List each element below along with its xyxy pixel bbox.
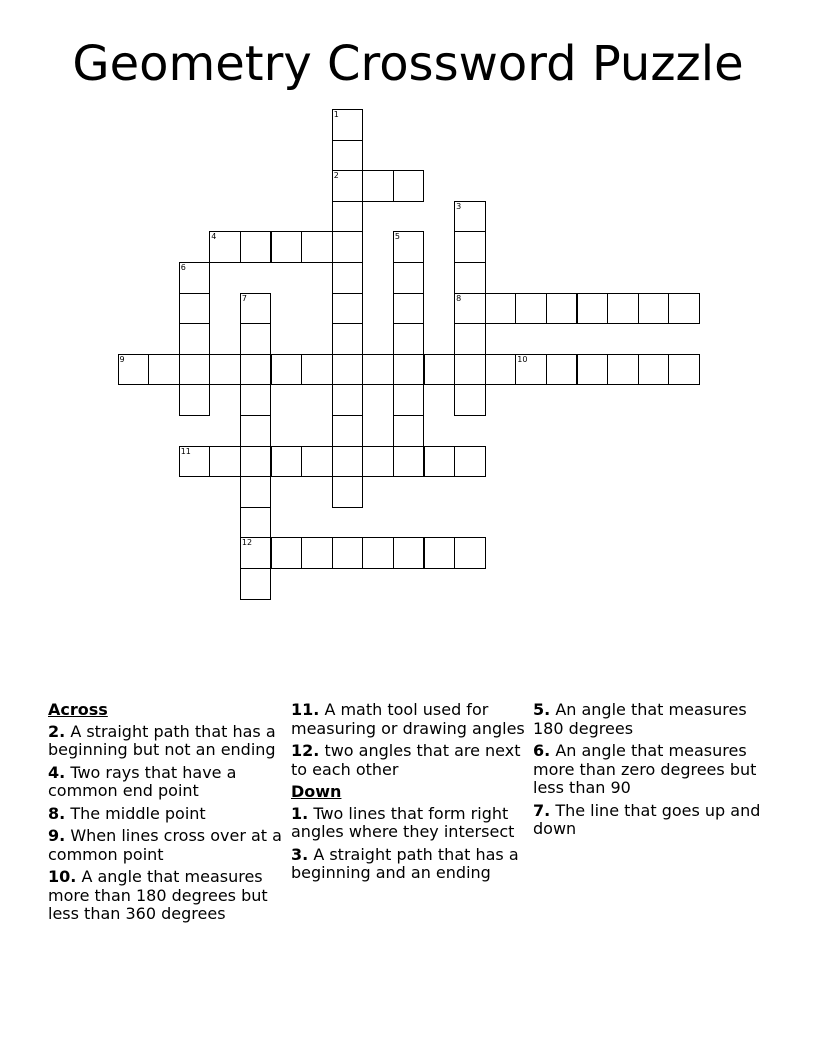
grid-cell[interactable] [393,323,425,355]
clue-text: A straight path that has a beginning and an ending [291,844,519,882]
clue-num: 1. [291,803,309,823]
grid-cell[interactable] [668,293,700,325]
clue-num: 5. [533,700,551,719]
grid-cell[interactable] [638,354,670,386]
clue-number: 2 [333,171,339,181]
grid-cell[interactable] [271,537,303,569]
clues-column-2 [291,701,527,887]
grid-cell[interactable] [240,323,272,355]
grid-cell[interactable] [362,170,394,202]
clue-text: The middle point [70,803,206,823]
clue-number: 6 [180,263,186,272]
clue-number: 11 [180,446,191,456]
clue-num: 4. [48,762,66,782]
grid-cell[interactable] [668,354,700,386]
grid-cell[interactable] [240,568,272,600]
grid-cell[interactable] [577,293,609,325]
grid-cell[interactable] [209,354,241,386]
grid-cell[interactable] [301,354,333,386]
clue-text: A angle that measures more than 180 degrees but less than 360 degrees [48,867,268,923]
clue-number: 3 [456,201,462,211]
clue-number: 12 [241,538,253,548]
grid-cell[interactable] [301,231,333,263]
clues-column-1 [48,701,284,928]
grid-cell[interactable] [179,354,211,386]
clue-text: The line that goes up and down [533,800,761,838]
grid-cell[interactable] [271,446,303,478]
grid-cell[interactable] [362,354,394,386]
grid-cell[interactable] [454,293,486,325]
grid-cell[interactable] [485,293,517,325]
grid-cell[interactable] [240,293,272,325]
grid-cell[interactable] [393,384,425,416]
grid-cell[interactable] [393,537,425,569]
grid-cell[interactable] [332,231,364,263]
clue-num: 6. [533,741,551,760]
grid-cell[interactable] [454,446,486,478]
grid-cell[interactable] [424,537,456,569]
grid-cell[interactable] [332,446,364,478]
clue-item [533,742,769,798]
grid-cell[interactable] [362,446,394,478]
clue-num: 8. [48,803,66,823]
grid-cell[interactable] [607,293,639,325]
grid-cell[interactable] [546,293,578,325]
grid-cell[interactable] [332,354,364,386]
grid-cell[interactable] [454,231,486,263]
grid-cell[interactable] [332,293,364,325]
grid-cell[interactable] [240,446,272,478]
clue-num: 11. [291,700,320,719]
grid-cell[interactable] [209,231,241,263]
clue-num: 10. [48,867,77,886]
clue-item [48,827,284,864]
grid-cell[interactable] [393,354,425,386]
page-title: Geometry Crossword Puzzle [72,36,744,92]
grid-cell[interactable] [209,446,241,478]
grid-cell[interactable] [515,293,547,325]
grid-cell[interactable] [179,293,211,325]
grid-cell[interactable] [240,537,272,569]
grid-cell[interactable] [179,446,211,478]
clue-item [533,802,769,839]
clue-number: 8 [456,293,462,303]
clue-item [48,868,284,924]
grid-cell[interactable] [362,537,394,569]
grid-cell[interactable] [393,170,425,202]
grid-cell[interactable] [332,140,364,172]
clue-num: 2. [48,721,66,741]
clue-number: 10 [517,354,528,364]
grid-cell[interactable] [148,354,180,386]
clue-item [291,805,527,842]
grid-cell[interactable] [424,446,456,478]
clue-number: 1 [333,110,339,119]
grid-cell[interactable] [240,354,272,386]
grid-cell[interactable] [454,323,486,355]
grid-cell[interactable] [332,170,364,202]
grid-cell[interactable] [454,201,486,233]
grid-cell[interactable] [332,323,364,355]
grid-cell[interactable] [271,354,303,386]
clue-text: A math tool used for measuring or drawing angles [291,700,525,738]
grid-cell[interactable] [393,415,425,447]
grid-cell[interactable] [240,384,272,416]
grid-cell[interactable] [332,262,364,294]
grid-cell[interactable] [454,384,486,416]
grid-cell[interactable] [424,354,456,386]
clue-number: 4 [211,232,217,242]
grid-cell[interactable] [577,354,609,386]
clue-number: 5 [394,232,400,242]
grid-cell[interactable] [240,231,272,263]
grid-cell[interactable] [301,537,333,569]
grid-cell[interactable] [240,476,272,508]
clue-item [291,742,527,779]
grid-cell[interactable] [607,354,639,386]
grid-cell[interactable] [393,293,425,325]
grid-cell[interactable] [393,446,425,478]
grid-cell[interactable] [301,446,333,478]
grid-cell[interactable] [638,293,670,325]
grid-cell[interactable] [332,109,364,141]
grid-cell[interactable] [454,262,486,294]
clue-text: A straight path that has a beginning but not an ending [48,721,276,759]
clues-column-3 [533,701,769,843]
grid-cell[interactable] [240,507,272,539]
clue-item [291,846,527,883]
clue-num: 12. [291,741,320,760]
clue-num: 3. [291,844,309,864]
clue-item [533,701,769,738]
grid-cell[interactable] [332,415,364,447]
down-heading: Down [291,782,342,801]
grid-cell[interactable] [332,476,364,508]
clue-item [48,723,284,760]
clue-text: Two rays that have a common end point [48,762,237,800]
grid-cell[interactable] [118,354,150,386]
grid-cell[interactable] [485,354,517,386]
clue-text: An angle that measures more than zero degrees but less than 90 [533,741,757,797]
clue-item [48,805,284,824]
clue-text: two angles that are next to each other [291,741,521,779]
grid-cell[interactable] [332,201,364,233]
clue-num: 9. [48,826,66,845]
grid-cell[interactable] [179,323,211,355]
grid-cell[interactable] [454,354,486,386]
clue-num: 7. [533,800,551,820]
clue-number: 9 [119,354,125,364]
grid-cell[interactable] [179,262,211,294]
grid-cell[interactable] [393,262,425,294]
clue-text: When lines cross over at a common point [48,826,282,864]
clue-text: Two lines that form right angles where they intersect [291,803,515,841]
grid-cell[interactable] [271,231,303,263]
clue-number: 7 [241,293,247,303]
grid-cell[interactable] [515,354,547,386]
grid-cell[interactable] [393,231,425,263]
clue-item [291,701,527,738]
clue-text: An angle that measures 180 degrees [533,700,747,738]
grid-cell[interactable] [546,354,578,386]
grid-cell[interactable] [179,384,211,416]
clue-item [48,764,284,801]
grid-cell[interactable] [332,537,364,569]
grid-cell[interactable] [454,537,486,569]
across-heading: Across [48,700,108,719]
grid-cell[interactable] [332,384,364,416]
grid-cell[interactable] [240,415,272,447]
